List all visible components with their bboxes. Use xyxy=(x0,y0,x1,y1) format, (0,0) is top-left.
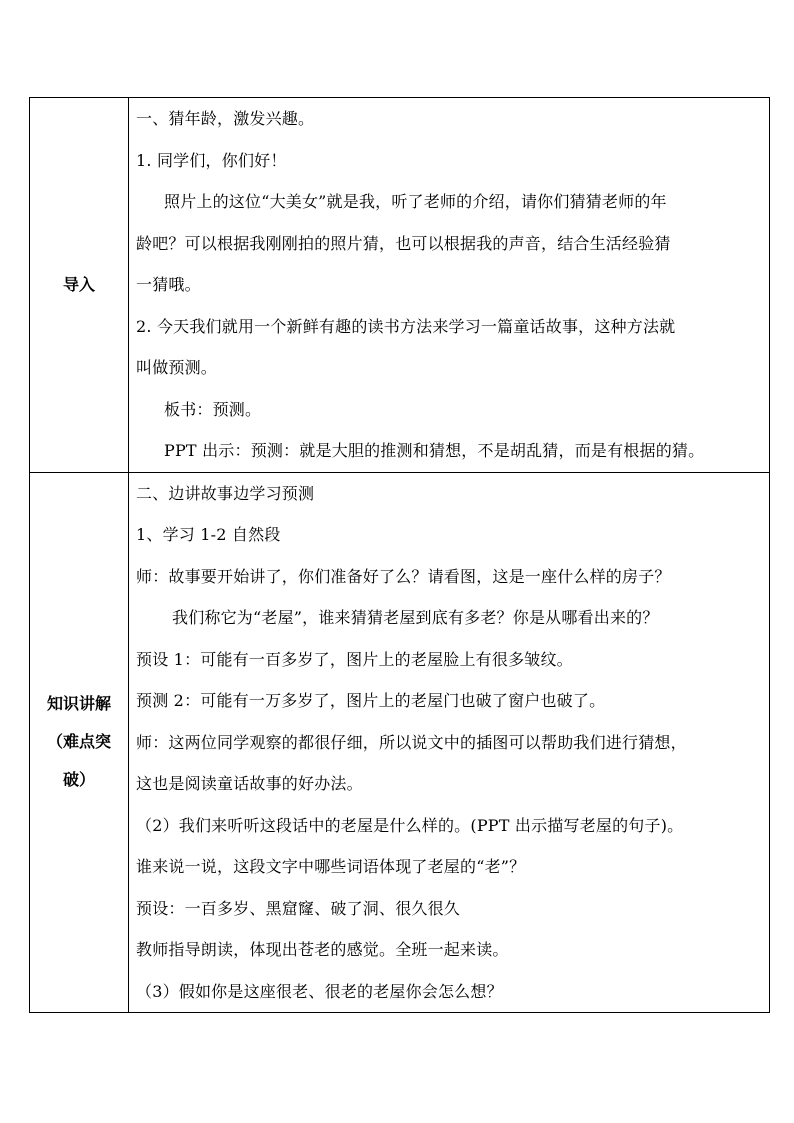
content-line: 谁来说一说，这段文字中哪些词语体现了老屋的“老”？ xyxy=(136,857,526,876)
content-line: 2. 今天我们就用一个新鲜有趣的读书方法来学习一篇童话故事，这种方法就 xyxy=(136,316,676,336)
content-line: 这也是阅读童话故事的好办法。 xyxy=(136,774,363,793)
content-line: 叫做预测。 xyxy=(136,358,218,377)
section-content-cell xyxy=(129,98,770,473)
table-row xyxy=(30,98,770,473)
content-line: 板书：预测。 xyxy=(164,399,262,419)
content-line: 二、边讲故事边学习预测 xyxy=(136,483,315,503)
content-line: 预设：一百多岁、黑窟窿、破了洞、很久很久 xyxy=(136,898,461,918)
lesson-plan-table xyxy=(29,97,770,1013)
content-line: 师：这两位同学观察的都很仔细，所以说文中的插图可以帮助我们进行猜想， xyxy=(136,732,687,752)
content-line: 预设 1：可能有一百多岁了，图片上的老屋脸上有很多皱纹。 xyxy=(136,649,573,669)
content-line: 龄吧？可以根据我刚刚拍的照片猜，也可以根据我的声音，结合生活经验猜 xyxy=(136,233,671,253)
content-line: （2）我们来听听这段话中的老屋是什么样的。(PPT 出示描写老屋的句子)。 xyxy=(136,815,684,835)
content-line: 预测 2：可能有一万多岁了，图片上的老屋门也破了窗户也破了。 xyxy=(136,691,606,710)
content-line: 教师指导朗读，体现出苍老的感觉。全班一起来读。 xyxy=(136,940,509,959)
content-line: （3）假如你是这座很老、很老的老屋你会怎么想？ xyxy=(136,981,503,1001)
section-content-cell xyxy=(129,472,770,1013)
content-line: 1、学习 1-2 自然段 xyxy=(136,525,281,544)
content-line: 师：故事要开始讲了，你们准备好了么？请看图，这是一座什么样的房子？ xyxy=(136,566,671,586)
content-line: 照片上的这位“大美女”就是我，听了老师的介绍，请你们猜猜老师的年 xyxy=(164,192,667,211)
content-line: 一、猜年龄，激发兴趣。 xyxy=(136,109,315,128)
section-label: （难点突 xyxy=(46,732,111,752)
section-label: 破） xyxy=(62,770,95,790)
section-label-cell xyxy=(30,472,129,1013)
content-line: 我们称它为“老屋”，谁来猜猜老屋到底有多老？你是从哪看出来的？ xyxy=(172,608,659,627)
content-line: PPT 出示：预测：就是大胆的推测和猜想，不是胡乱猜，而是有根据的猜。 xyxy=(164,441,705,460)
table-row xyxy=(30,472,770,1013)
section-label-cell xyxy=(30,98,129,473)
section-label: 导入 xyxy=(62,274,95,294)
content-line: 一猜哦。 xyxy=(136,275,201,294)
section-label: 知识讲解 xyxy=(46,694,111,714)
content-line: 1. 同学们，你们好！ xyxy=(136,150,287,170)
